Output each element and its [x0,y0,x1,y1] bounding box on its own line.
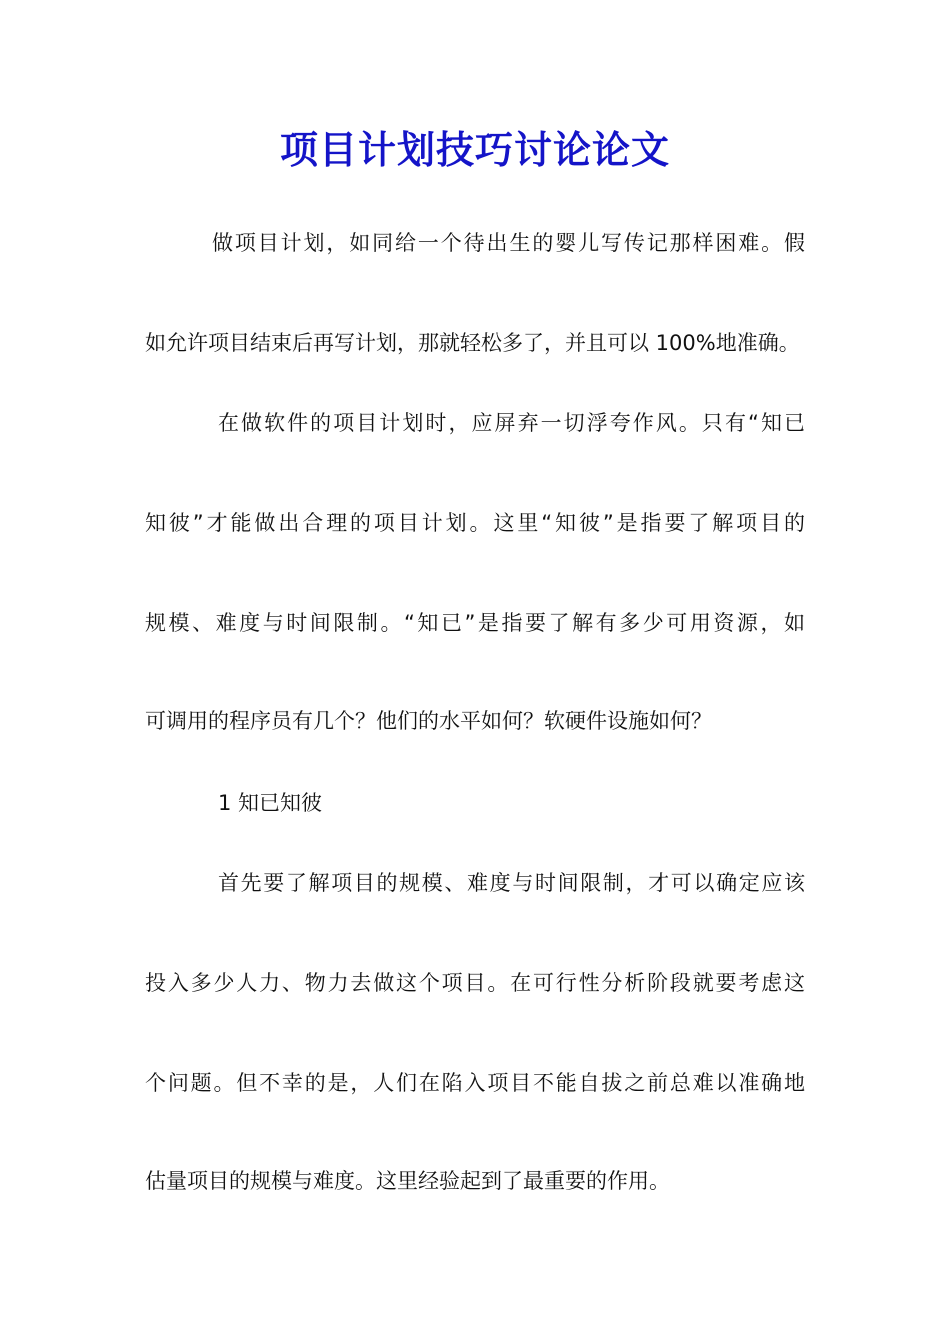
paragraph-line: 可调用的程序员有几个？他们的水平如何？软硬件设施如何？ [145,709,712,733]
paragraph-line: 知彼”才能做出合理的项目计划。这里“知彼”是指要了解项目的 [145,511,805,535]
paragraph-line: 首先要了解项目的规模、难度与时间限制，才可以确定应该 [218,871,805,895]
paragraph-line: 规模、难度与时间限制。“知已”是指要了解有多少可用资源，如 [145,611,805,635]
section-heading: 1 知已知彼 [218,791,323,815]
paragraph-line: 如允许项目结束后再写计划，那就轻松多了，并且可以 100%地准确。 [145,331,800,355]
paragraph-line: 在做软件的项目计划时，应屏弃一切浮夸作风。只有“知已 [218,411,805,435]
paragraph-line: 个问题。但不幸的是，人们在陷入项目不能自拔之前总难以准确地 [145,1071,805,1095]
paragraph-line: 做项目计划，如同给一个待出生的婴儿写传记那样困难。假 [212,231,805,255]
paragraph-line: 估量项目的规模与难度。这里经验起到了最重要的作用。 [145,1169,670,1193]
document-title: 项目计划技巧讨论论文 [279,127,670,172]
paragraph-line: 投入多少人力、物力去做这个项目。在可行性分析阶段就要考虑这 [145,971,805,995]
